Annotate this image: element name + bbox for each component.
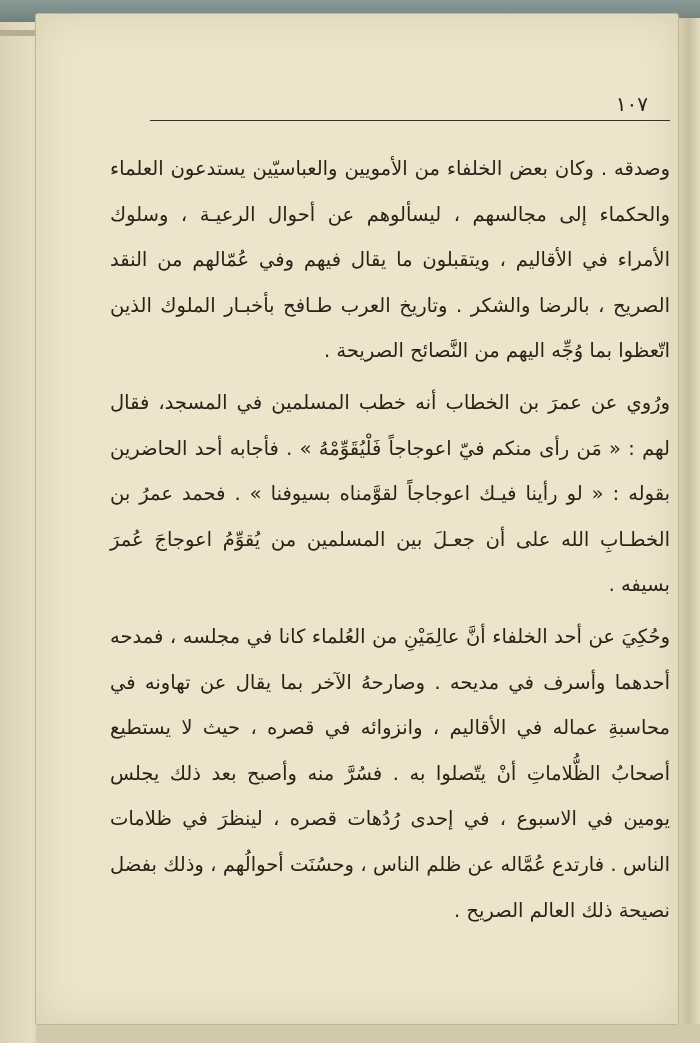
page-edge-strip	[0, 30, 40, 36]
book-bottom-edge	[36, 1024, 700, 1043]
page-header	[150, 88, 670, 128]
header-rule	[150, 120, 670, 121]
page-body	[110, 146, 670, 933]
paragraph-3: وحُكِيَ عن أحد الخلفاء أنَّ عالِمَيْنِ من العُلماء كانا في مجلسه ، فمدحه أحدهما وأسرف في مديحه . وصارحهُ الآخر بما يقال عن تهاونه في محاسبةِ عماله في الأقاليم ، وانزوائه في قصره ، حيث لا يستطيع أصحابُ الظُّلاماتِ أنْ يتّصلوا به . فسُرَّ منه وأصبح بعد ذلك يجلس يومين في الاسبوع ، في إحدى رُدُهات قصره ، لينظرَ في ظلامات الناس . فارتدع عُمَّاله عن ظلم الناس ، وحسُنَت أحوالُهم ، وذلك بفضل نصيحة ذلك العالم الصريح .	[110, 624, 670, 922]
next-pages-edge	[678, 18, 700, 1043]
paragraph-2: ورُوي عن عمرَ بن الخطاب أنه خطب المسلمين في المسجد، فقال لهم : « مَن رأى منكم فيّ اعوجاجاً فَلْيُقَوِّمْهُ » . فأجابه أحد الحاضرين بقوله : « لو رأينا فيـك اعوجاجاً لقوَّمناه بسيوفنا » . فحمد عمرُ بن الخطـابِ الله على أن جعـلَ بين المسلمين من يُقوِّمُ اعوجاجَ عُمرَ بسيفه .	[110, 390, 670, 597]
paragraph-1: وصدقه . وكان بعض الخلفاء من الأمويين والعباسيّين يستدعون العلماء والحكماء إلى مجالسهم ، ليسألوهم عن أحوال الرعيـة ، وسلوك الأمراء في الأقاليم ، ويتقبلون ما يقال فيهم وفي عُمّالهم من النقد الصريح ، بالرضا والشكر . وتاريخ العرب طـافح بأخبـار الملوك الذين اتّعظوا بما وُجِّه اليهم من النَّصائح الصريحة .	[110, 157, 670, 363]
page-number: ١٠٧	[615, 92, 648, 116]
